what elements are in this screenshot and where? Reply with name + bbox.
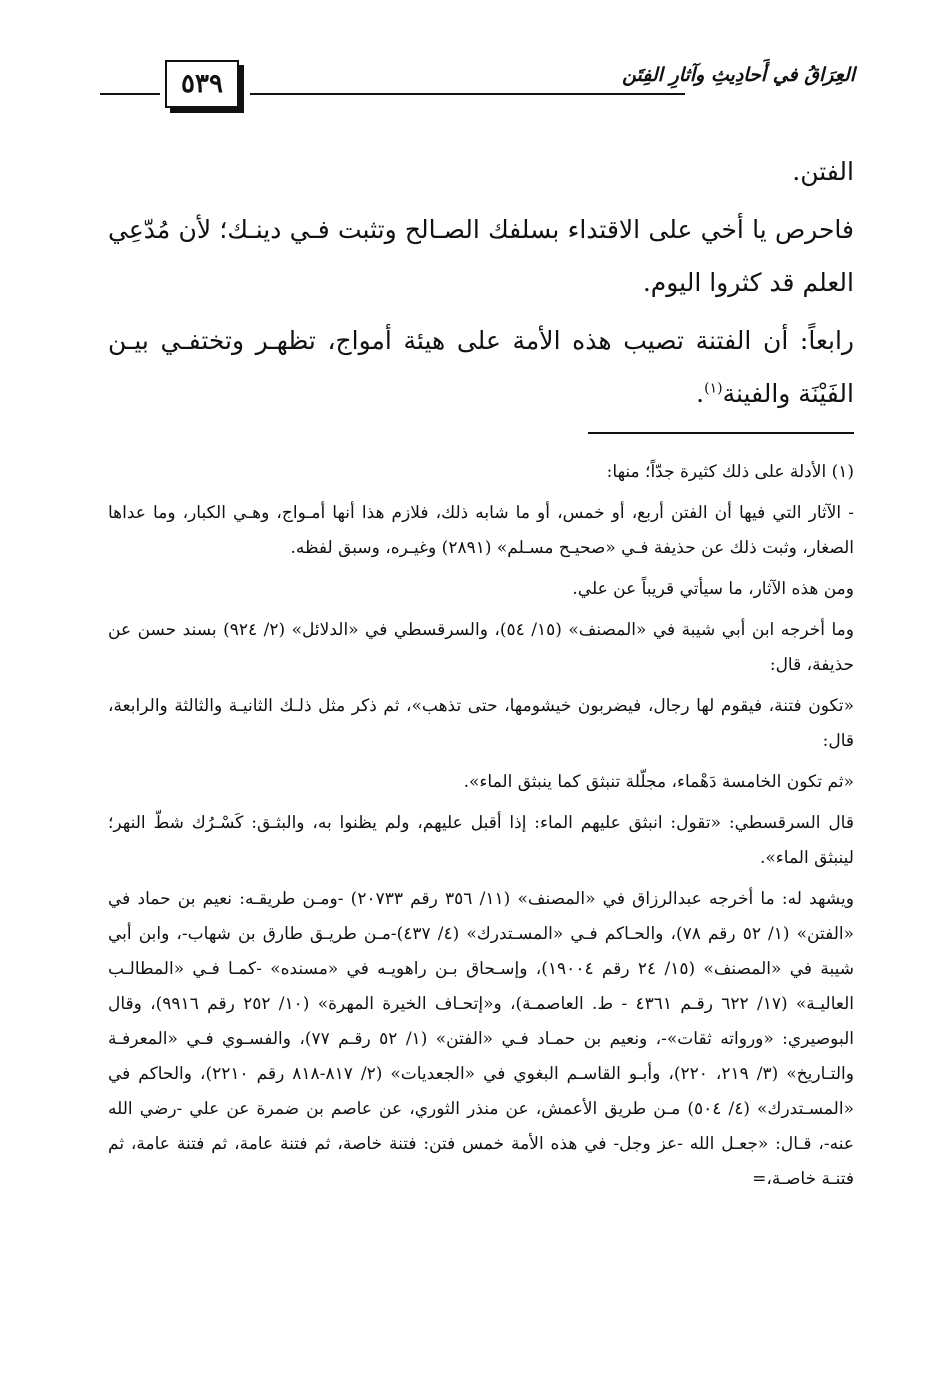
header-rule-right <box>250 93 685 95</box>
header-rule-left <box>100 93 160 95</box>
main-paragraph: فاحرص يا أخي على الاقتداء بسلفك الصـالح وتثبت فـي دينـك؛ لأن مُدّعِي العلم قد كثروا اليوم. <box>108 215 854 297</box>
end-period: . <box>696 379 705 408</box>
footnote-paragraph: وما أخرجه ابن أبي شيبة في «المصنف» (١٥/ ٥٤)، والسرقسطي في «الدلائل» (٢/ ٩٢٤) بسند حسن عن حذيفة، قال: <box>108 620 854 675</box>
book-title: العِرَاقُ في أَحادِيثِ وآثارِ الفِتَن <box>622 64 855 86</box>
page-number-box <box>165 60 239 108</box>
footnote-marker: (١) <box>704 380 723 397</box>
footnote-paragraph: «ثم تكون الخامسة دَهْماء، مجلّلة تنبثق كما ينبثق الماء». <box>463 772 854 792</box>
footnote-separator <box>588 432 854 434</box>
footnote-paragraph: ومن هذه الآثار، ما سيأتي قريباً عن علي. <box>572 579 854 599</box>
page-number: ٥٣٩ <box>181 69 223 99</box>
running-header <box>100 50 855 110</box>
footnote-paragraph: - الآثار التي فيها أن الفتن أربع، أو خمس، أو ما شابه ذلك، فلازم هذا أنها أمـواج، وهـي الكبار، وما عداها الصغار، وثبت ذلك عن حذيفة فـي «صحيـح مسـلم» (٢٨٩١) وغيـره، وسبق لفظه. <box>108 503 854 558</box>
footnote-paragraph: «تكون فتنة، فيقوم لها رجال، فيضربون خيشومها، حتى تذهب»، ثم ذكر مثل ذلـك الثانيـة والثالثة والرابعة، قال: <box>108 696 854 751</box>
main-paragraph-text: رابعاً: أن الفتنة تصيب هذه الأمة على هيئة أمواج، تظهـر وتختفـي بيـن الفَيْنَة والفينة <box>108 326 854 408</box>
footnote-paragraph: قال السرقسطي: «تقول: انبثق عليهم الماء: إذا أقبل عليهم، ولم يظنوا به، والبثـق: كَسْـرُك شطّ النهر؛ لينبثق الماء». <box>108 813 854 868</box>
footnote-paragraph: ويشهد له: ما أخرجه عبدالرزاق في «المصنف» (١١/ ٣٥٦ رقم ٢٠٧٣٣) -ومـن طريقـه: نعيم بن حماد في «الفتن» (١/ ٥٢ رقم ٧٨)، والحـاكم فـي «المسـتدرك» (٤/ ٤٣٧)-مـن طريـق طارق بن شهاب-، وابن أبي شيبة في «المصنف» (١٥/ ٢٤ رقم ١٩٠٠٤)، وإسـحاق بـن راهويـه في «مسنده» -كمـا فـي «المطالـب العاليـة» (١٧/ ٦٢٢ رقـم ٤٣٦١ - ط. العاصمـة)، و«إتحـاف الخيرة المهرة» (١٠/ ٢٥٢ رقم ٩٩١٦)، وقال البوصيري: «ورواته ثقات»-، ونعيم بن حمـاد فـي «الفتن» (١/ ٥٢ رقـم ٧٧)، والفسـوي فـي «المعرفـة والتـاريخ» (٣/ ٢١٩، ٢٢٠)، وأبـو القاسـم البغوي في «الجعديات» (٢/ ٨١٧-٨١٨ رقم ٢٢١٠)، والحاكم في «المسـتدرك» (٤/ ٥٠٤) مـن طريق الأعمش، عن منذر الثوري، عن عاصم بن ضمرة عن علي -رضي الله عنه-، قـال: «جعـل الله -عز وجل- في هذه الأمة خمس فتن: فتنة خاصة، ثم فتنة عامة، ثم فتنة عامة، ثم فتنـة خاصـة،= <box>108 889 855 1189</box>
footnote-paragraph: (١) الأدلة على ذلك كثيرة جدّاً؛ منها: <box>606 462 854 482</box>
footnotes <box>108 455 854 1203</box>
main-paragraph: الفتن. <box>792 157 854 186</box>
main-text <box>108 145 854 425</box>
main-paragraph <box>108 314 854 420</box>
